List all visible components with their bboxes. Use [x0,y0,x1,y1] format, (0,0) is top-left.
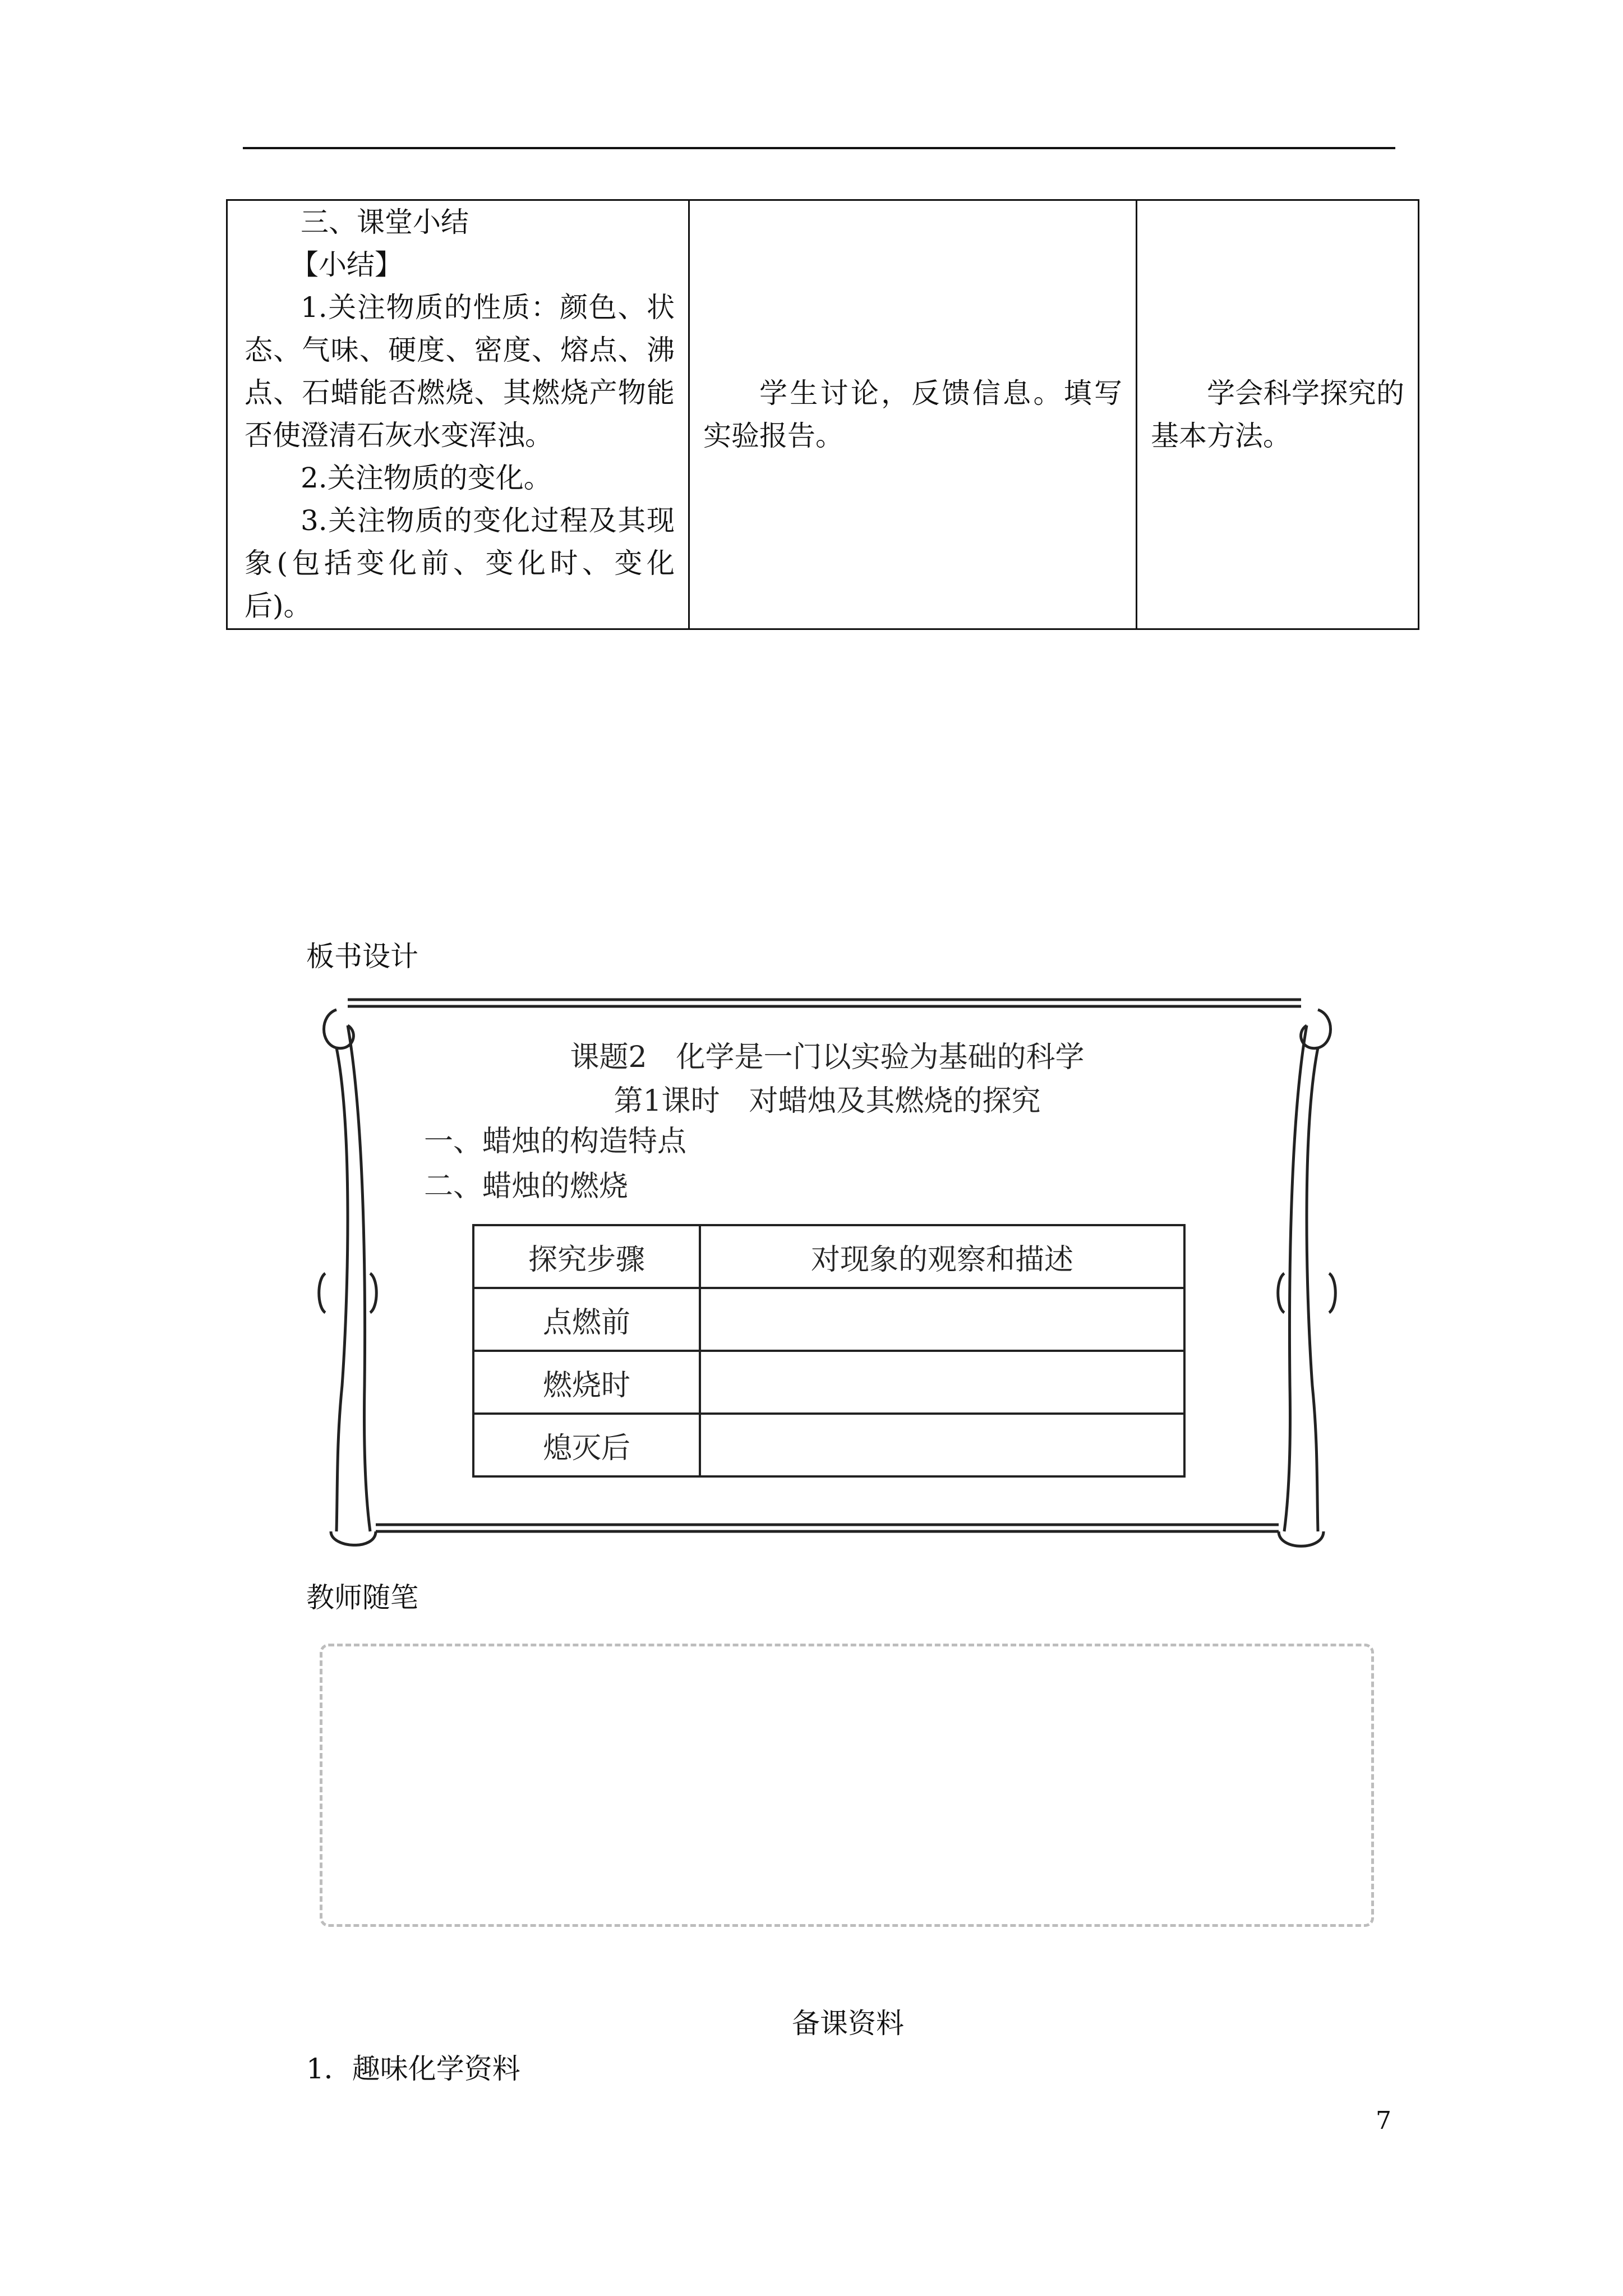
table-cell [700,1414,1184,1476]
header-rule [243,147,1395,149]
board-title: 课题2 化学是一门以实验为基础的科学 [570,1041,1085,1074]
board-point-1: 一、蜡烛的构造特点 [424,1125,687,1158]
summary-cell [227,200,689,629]
blackboard-scroll [314,993,1340,1554]
summary-item-2: 2.关注物质的变化。 [301,462,552,494]
summary-label: 【小结】 [291,249,403,281]
table-cell: 点燃前 [473,1288,700,1351]
table-header-cell: 对现象的观察和描述 [700,1225,1184,1288]
lesson-table [226,199,1419,630]
teacher-notes-box[interactable] [320,1644,1374,1927]
table-cell [700,1288,1184,1351]
student-activity-cell [689,200,1137,629]
board-subtitle: 第1课时 对蜡烛及其燃烧的探究 [614,1084,1041,1118]
summary-item-3: 3.关注物质的变化过程及其现象(包括变化前、变化时、变化后)。 [245,504,675,622]
table-cell [700,1351,1184,1414]
table-cell: 熄灭后 [473,1414,700,1476]
goal-cell [1137,200,1419,629]
teacher-notes-label: 教师随笔 [306,1581,418,1614]
table-row [473,1351,1184,1414]
board-point-2: 二、蜡烛的燃烧 [424,1170,629,1203]
table-row [473,1288,1184,1351]
summary-item-1: 1.关注物质的性质：颜色、状态、气味、硬度、密度、熔点、沸点、石蜡能否燃烧、其燃烧产物能否使澄清石灰水变浑浊。 [245,291,675,452]
board-design-label: 板书设计 [306,940,418,973]
page-number: 7 [1376,2106,1391,2135]
table-header-cell: 探究步骤 [473,1225,700,1288]
table-cell: 燃烧时 [473,1351,700,1414]
table-header-row [473,1225,1184,1288]
summary-heading: 三、课堂小结 [301,206,469,238]
table-row [473,1414,1184,1476]
prep-item-1: 1．趣味化学资料 [306,2053,520,2085]
inquiry-table [472,1224,1186,1478]
prep-materials-title: 备课资料 [792,2007,904,2040]
student-activity-text: 学生讨论，反馈信息。填写实验报告。 [703,377,1122,452]
goal-text: 学会科学探究的基本方法。 [1151,377,1404,452]
